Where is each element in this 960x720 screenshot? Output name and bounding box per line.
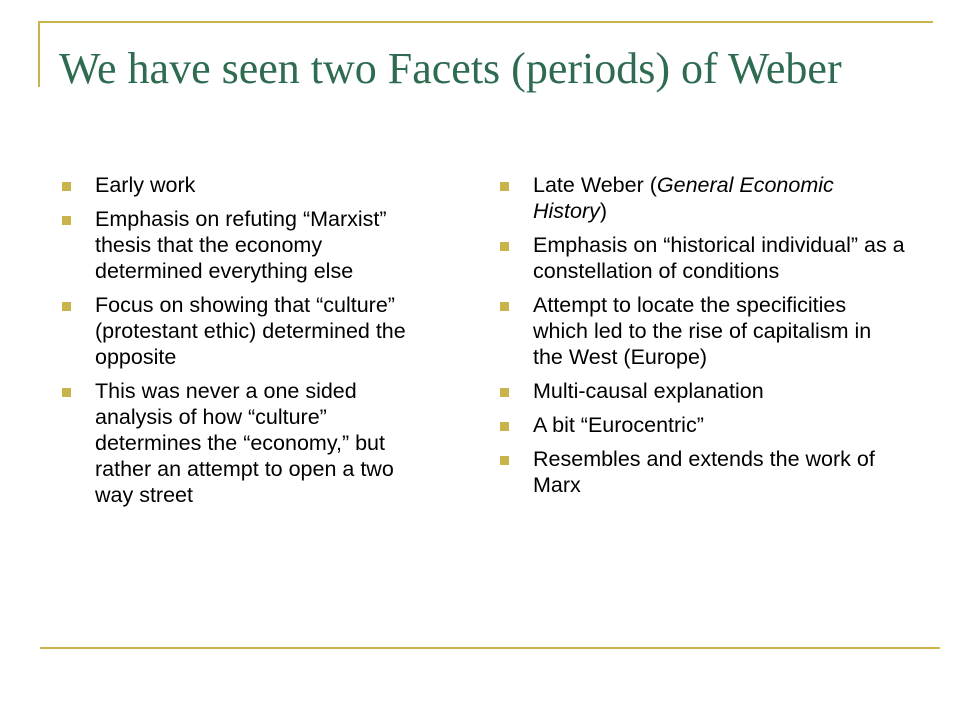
list-item — [500, 232, 905, 284]
bullet-text: A bit “Eurocentric” — [533, 413, 704, 437]
square-bullet-icon — [500, 388, 509, 397]
bullet-text-suffix: ) — [599, 199, 608, 223]
square-bullet-icon — [500, 456, 509, 465]
list-item — [500, 172, 905, 224]
list-item — [500, 292, 905, 370]
list-item — [500, 412, 905, 438]
list-item — [500, 446, 905, 498]
bullet-text: Emphasis on refuting “Marxist” thesis that the economy determined everything else — [95, 207, 387, 283]
bullet-text: Focus on showing that “culture” (protestant ethic) determined the opposite — [95, 293, 406, 369]
list-item — [500, 378, 905, 404]
square-bullet-icon — [62, 182, 71, 191]
list-item — [62, 206, 427, 284]
square-bullet-icon — [500, 422, 509, 431]
bullet-text: Multi-causal explanation — [533, 379, 764, 403]
square-bullet-icon — [62, 302, 71, 311]
square-bullet-icon — [62, 388, 71, 397]
bullet-text-prefix: Late Weber ( — [533, 173, 657, 197]
square-bullet-icon — [500, 242, 509, 251]
book-title: General Economic History — [533, 173, 834, 223]
bullet-text — [533, 173, 834, 223]
right-bullet-list — [500, 172, 905, 506]
square-bullet-icon — [500, 302, 509, 311]
top-rule — [40, 21, 933, 23]
left-rule — [38, 21, 40, 87]
slide-title: We have seen two Facets (periods) of Weber — [59, 44, 842, 93]
square-bullet-icon — [62, 216, 71, 225]
bullet-text: Early work — [95, 173, 196, 197]
list-item — [62, 378, 427, 508]
bullet-text: Resembles and extends the work of Marx — [533, 447, 875, 497]
list-item — [62, 292, 427, 370]
square-bullet-icon — [500, 182, 509, 191]
list-item — [62, 172, 427, 198]
bottom-rule — [40, 647, 940, 649]
bullet-text: Attempt to locate the specificities which led to the rise of capitalism in the West (Europe) — [533, 293, 872, 369]
bullet-text: Emphasis on “historical individual” as a constellation of conditions — [533, 233, 905, 283]
bullet-text: This was never a one sided analysis of how “culture” determines the “economy,” but rather an attempt to open a two way street — [95, 379, 394, 507]
left-bullet-list — [62, 172, 427, 516]
